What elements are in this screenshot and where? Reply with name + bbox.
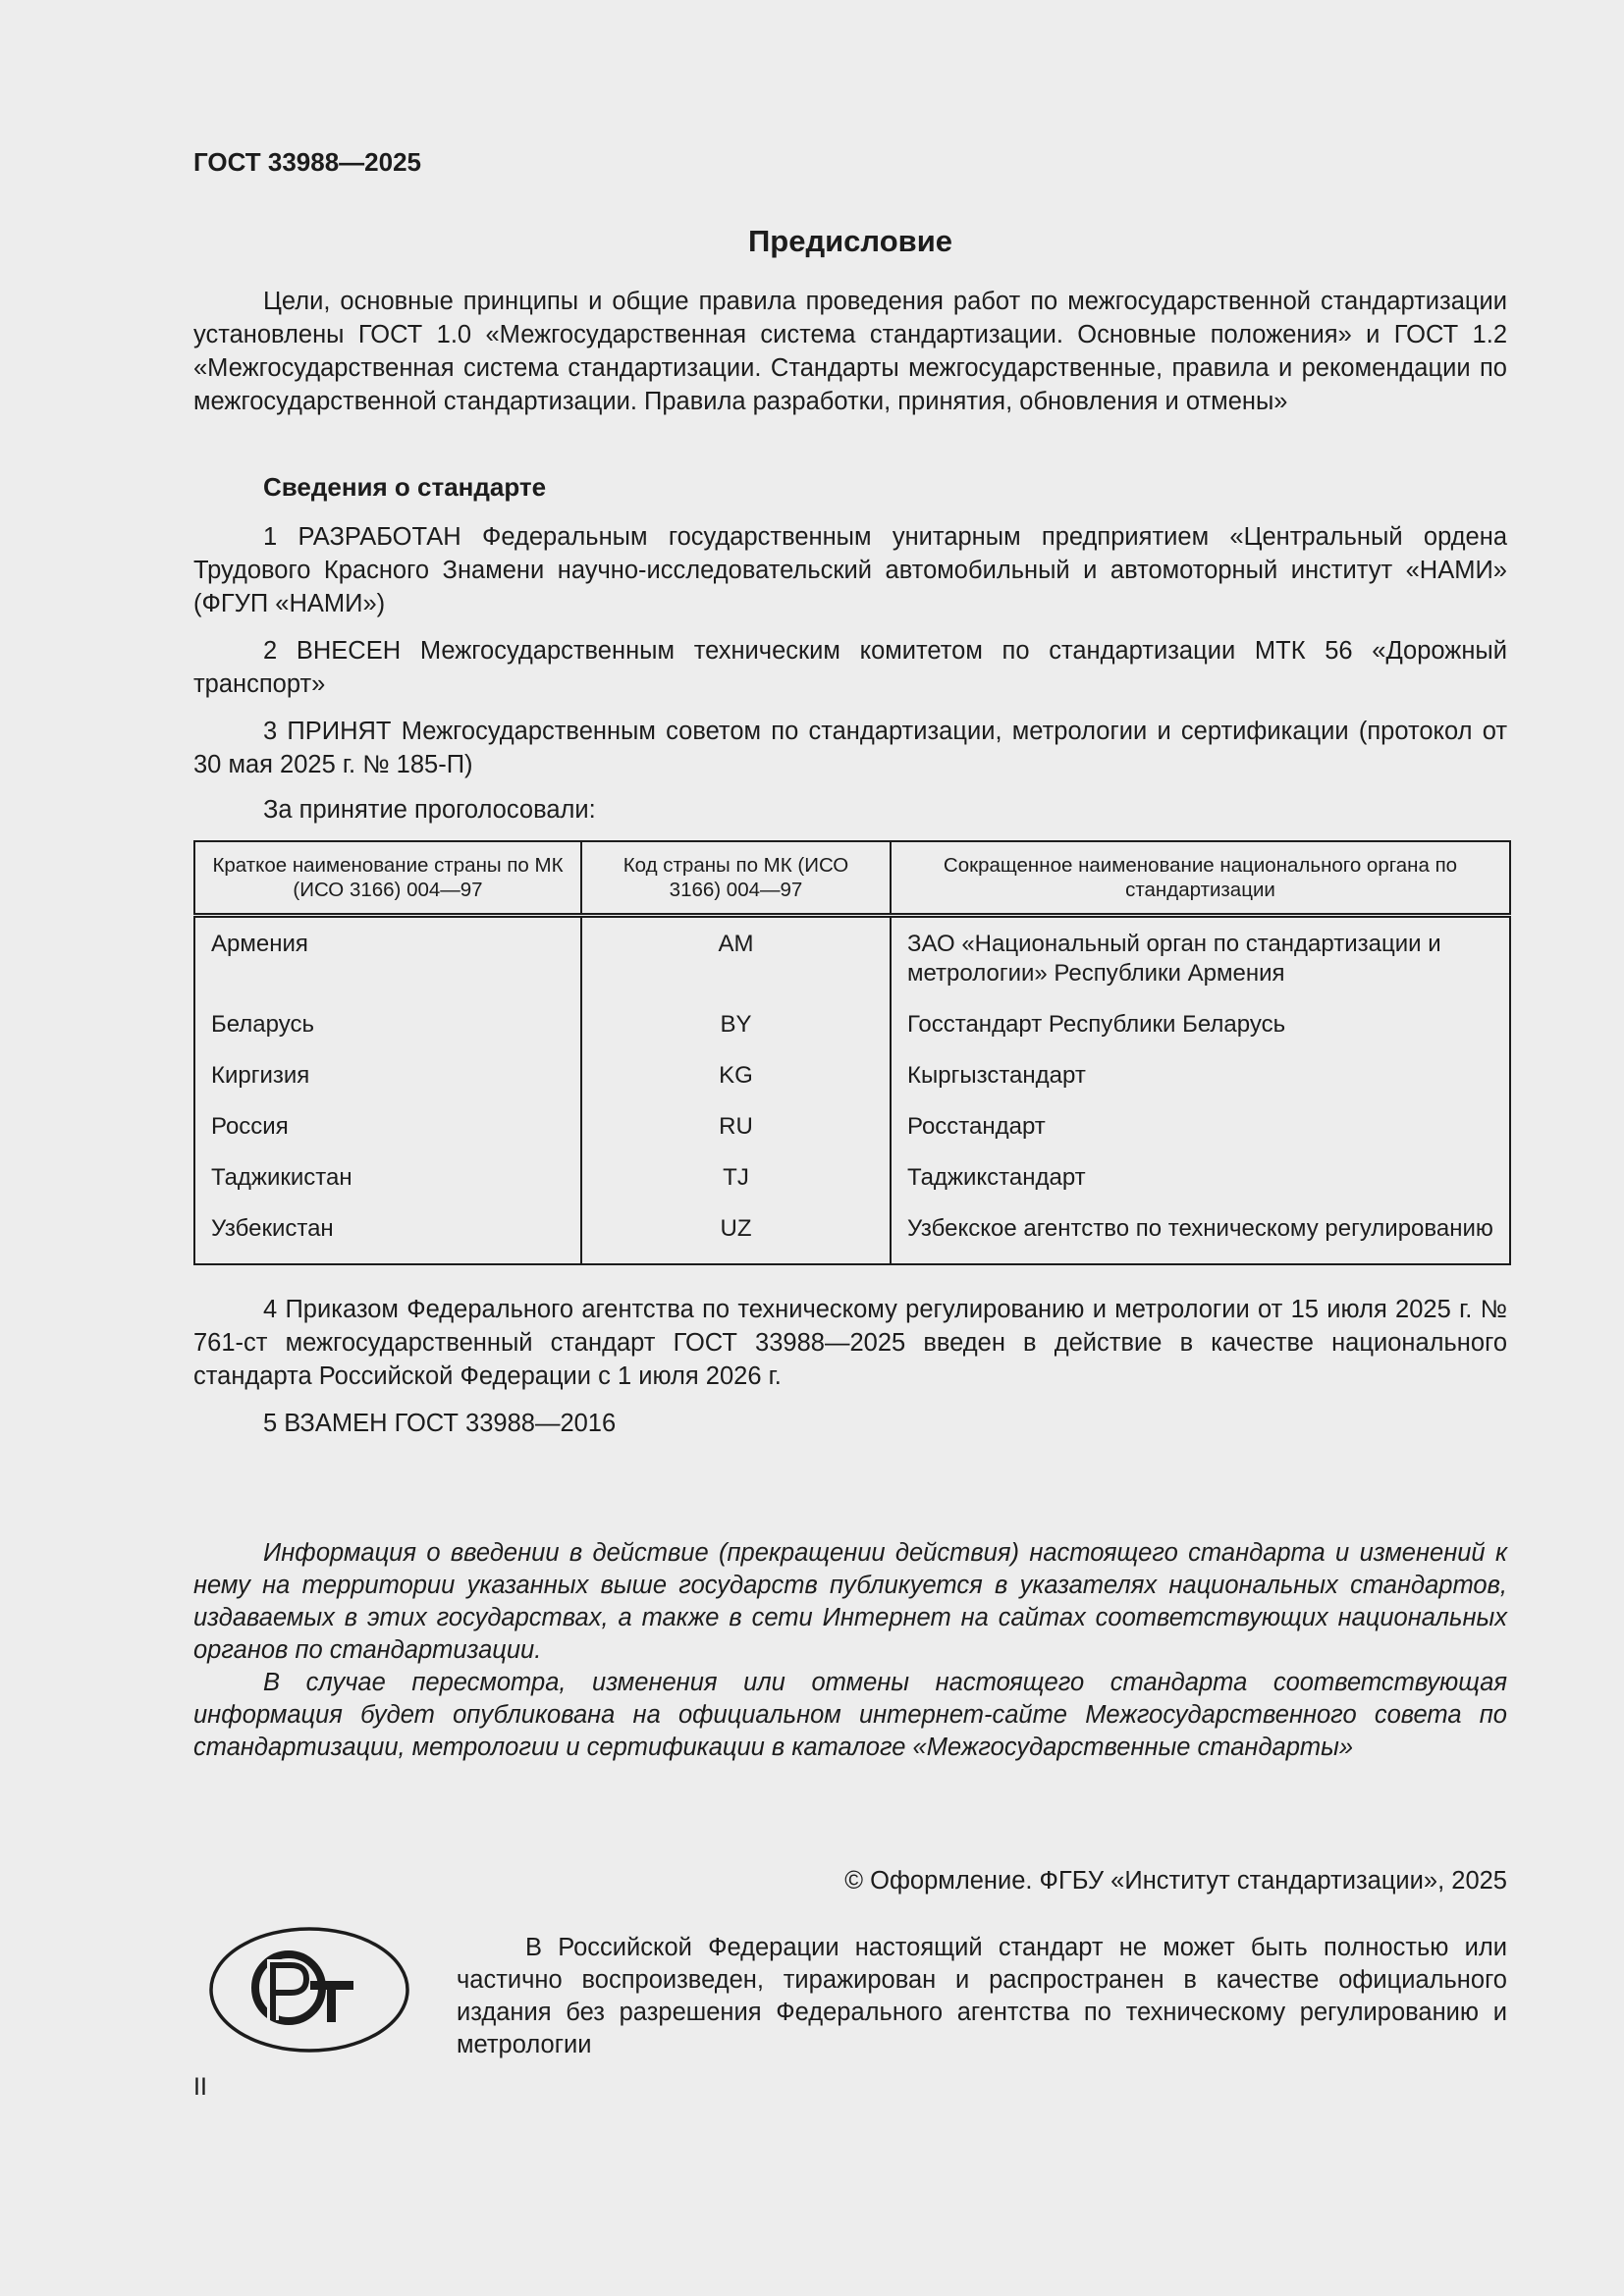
national-body-cell: ЗАО «Национальный орган по стандартизации и метрологии» Республики Армения — [891, 916, 1510, 1009]
national-body-cell: Кыргызстандарт — [891, 1059, 1510, 1110]
reproduction-notice: В Российской Федерации настоящий стандарт не может быть полностью или частично воспроизведен, тиражирован и распространен в качестве официального издания без разрешения Федерального агентства по техническому регулированию и метрологии — [457, 1934, 1507, 2058]
country-cell: Армения — [194, 916, 581, 1009]
voting-countries-table — [193, 840, 1511, 1265]
country-cell: Россия — [194, 1110, 581, 1161]
intro-paragraph: Цели, основные принципы и общие правила проведения работ по межгосударственной стандартизации установлены ГОСТ 1.0 «Межгосударственная система стандартизации. Основные положения» и ГОСТ 1.2 «Межгосударственная система стандартизации. Стандарты межгосударственные, правила и рекомендации по межгосударственной стандартизации. Правила разработки, принятия, обновления и отмены» — [193, 288, 1507, 415]
table-row — [194, 1212, 1510, 1264]
page-number: II — [193, 2073, 207, 2101]
code-cell: KG — [581, 1059, 891, 1110]
country-cell: Киргизия — [194, 1059, 581, 1110]
publication-info-block — [193, 1537, 1507, 1764]
item-4-block — [193, 1293, 1507, 1393]
national-body-cell: Госстандарт Республики Беларусь — [891, 1008, 1510, 1059]
item-5-replaces: 5 ВЗАМЕН ГОСТ 33988—2016 — [263, 1410, 617, 1437]
code-cell: AM — [581, 916, 891, 1009]
item-4-order: 4 Приказом Федерального агентства по техническому регулированию и метрологии от 15 июля 2025 г. № 761-ст межгосударственный стандарт ГОСТ 33988—2025 введен в действие в качестве национального стандарта Российской Федерации с 1 июля 2026 г. — [193, 1296, 1507, 1390]
national-body-cell: Узбекское агентство по техническому регулированию — [891, 1212, 1510, 1264]
code-cell: RU — [581, 1110, 891, 1161]
publication-info-paragraph: Информация о введении в действие (прекращении действия) настоящего стандарта и изменений к нему на территории указанных выше государств публикуется в указателях национальных стандартов, издаваемых в этих государствах, а также в сети Интернет на сайтах соответствующих национальных органов по стандартизации. — [193, 1539, 1507, 1664]
column-header-country: Краткое наименование страны по МК (ИСО 3166) 004—97 — [194, 841, 581, 916]
national-body-cell: Росстандарт — [891, 1110, 1510, 1161]
item-3-adopted: 3 ПРИНЯТ Межгосударственным советом по стандартизации, метрологии и сертификации (протокол от 30 мая 2025 г. № 185-П) — [193, 718, 1507, 778]
rst-logo-icon — [208, 1926, 410, 2054]
item-1-block — [193, 520, 1507, 620]
code-cell: TJ — [581, 1161, 891, 1212]
item-3-block — [193, 715, 1507, 781]
table-row — [194, 916, 1510, 1009]
table-row — [194, 1161, 1510, 1212]
standard-designation: ГОСТ 33988—2025 — [193, 147, 421, 177]
revision-info-paragraph: В случае пересмотра, изменения или отмены настоящего стандарта соответствующая информация будет опубликована на официальном интернет-сайте Межгосударственного совета по стандартизации, метрологии и сертификации в каталоге «Межгосударственные стандарты» — [193, 1669, 1507, 1761]
column-header-national-body: Сокращенное наименование национального органа по стандартизации — [891, 841, 1510, 916]
item-2-submitted: 2 ВНЕСЕН Межгосударственным техническим комитетом по стандартизации МТК 56 «Дорожный транспорт» — [193, 637, 1507, 698]
standard-info-heading: Сведения о стандарте — [263, 472, 547, 502]
country-cell: Беларусь — [194, 1008, 581, 1059]
column-header-code: Код страны по МК (ИСО 3166) 004—97 — [581, 841, 891, 916]
voted-label: За принятие проголосовали: — [263, 796, 596, 824]
table-row — [194, 1008, 1510, 1059]
table-row — [194, 1059, 1510, 1110]
item-5-block — [193, 1407, 1507, 1440]
section-title: Предисловие — [747, 224, 952, 258]
item-1-developed: 1 РАЗРАБОТАН Федеральным государственным унитарным предприятием «Центральный ордена Трудового Красного Знамени научно-исследовательский автомобильный и автомоторный институт «НАМИ» (ФГУП «НАМИ») — [193, 523, 1507, 617]
code-cell: UZ — [581, 1212, 891, 1264]
code-cell: BY — [581, 1008, 891, 1059]
copyright-line: © Оформление. ФГБУ «Институт стандартизации», 2025 — [844, 1867, 1507, 1895]
rst-certification-logo — [208, 1926, 410, 2058]
country-cell: Узбекистан — [194, 1212, 581, 1264]
national-body-cell: Таджикстандарт — [891, 1161, 1510, 1212]
table-header-row — [194, 841, 1510, 916]
intro-paragraph-block — [193, 285, 1507, 418]
reproduction-notice-block — [457, 1932, 1507, 2061]
table-row — [194, 1110, 1510, 1161]
country-cell: Таджикистан — [194, 1161, 581, 1212]
item-2-block — [193, 634, 1507, 701]
